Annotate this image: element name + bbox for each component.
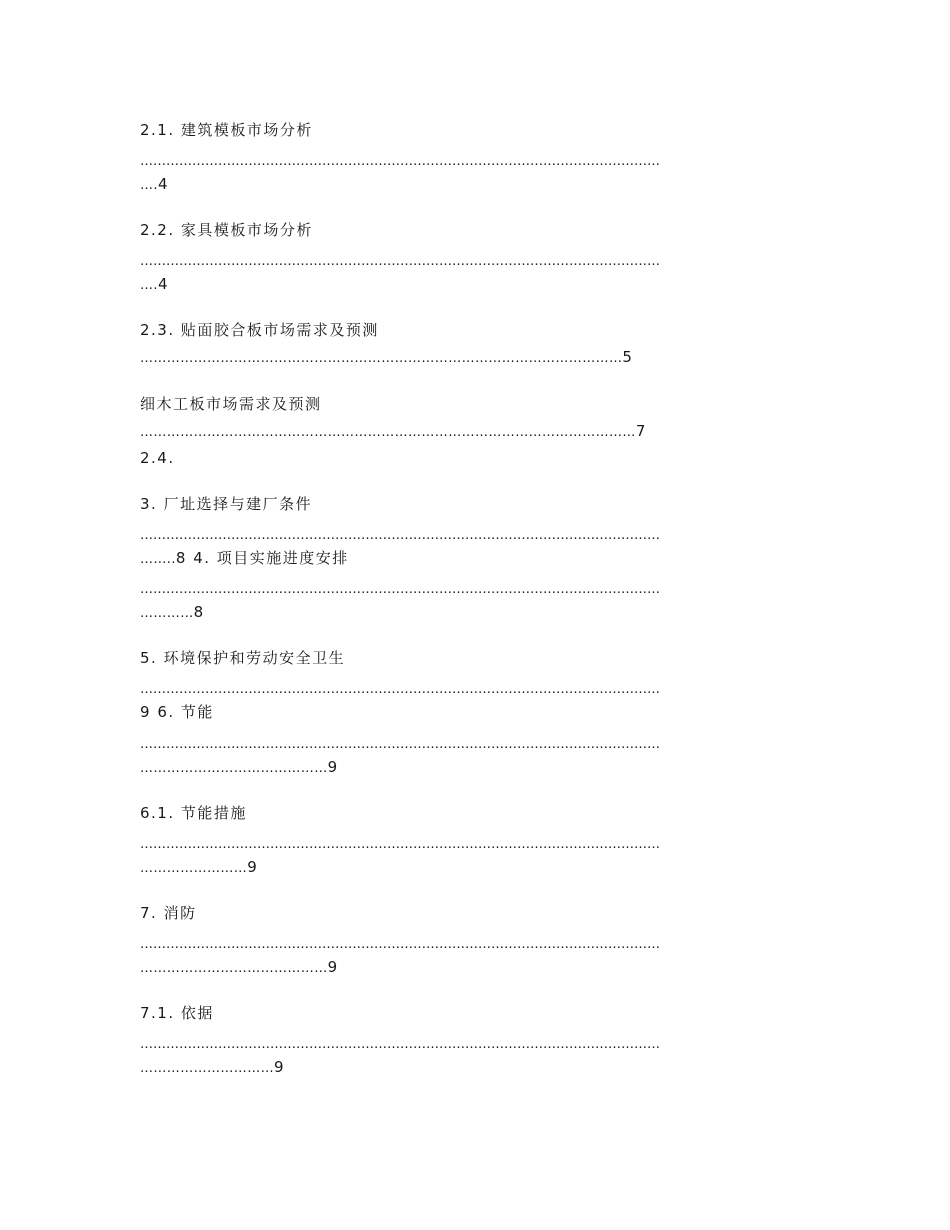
toc-title: 3. 厂址选择与建厂条件 [140,495,313,513]
toc-dots: ………………………………………………………………………………………………………… [140,1037,660,1052]
toc-dots: ………………………………………………………………………………………………………… [140,528,660,543]
toc-dots: ………………………………………………………………………………………………………… [140,582,660,597]
toc-entry-title [140,320,820,340]
toc-leader-line [140,733,820,753]
toc-title: 2.3. 贴面胶合板市场需求及预测 [140,321,379,339]
toc-dots: …………………… [140,861,248,876]
toc-page-line [140,602,820,622]
toc-leader-line [140,1033,820,1053]
toc-dots: …………………………………… [140,761,328,776]
toc-dots: …….. [140,552,176,567]
toc-dots: ………………………… [140,1061,274,1076]
toc-dots: ………………………………………………………………………………………………………… [140,937,660,952]
toc-entry-title [140,220,820,240]
toc-title: 细木工板市场需求及预测 [140,395,322,413]
toc-title: 7.1. 依据 [140,1004,214,1022]
toc-page-number: 8 [175,549,187,567]
toc-page-number: 4 [157,275,169,293]
toc-dots: ………… [140,606,194,621]
toc-dots: …. [140,178,158,193]
toc-leader-line [140,933,820,953]
toc-page-line [140,1057,820,1077]
toc-title: 6.1. 节能措施 [140,804,247,822]
toc-dots: ……………………………………………………………………………………………… [140,351,623,366]
toc-page-line [140,957,820,977]
toc-dots: ………………………………………………………………………………………………………… [140,254,660,269]
toc-title: 5. 环境保护和劳动安全卫生 [140,649,346,667]
toc-dots: ………………………………………………………………………………………………… [140,425,636,440]
toc-entry-title [140,903,820,923]
toc-dots: …………………………………… [140,961,328,976]
toc-dots: ………………………………………………………………………………………………………… [140,154,660,169]
toc-entry-title [140,494,820,514]
toc-leader-line [140,578,820,598]
toc-page-line [140,857,820,877]
toc-page-line [140,274,820,294]
toc-leader-line [140,524,820,544]
toc-title: 4. 项目实施进度安排 [193,549,349,567]
toc-entry-title [140,394,820,414]
toc-page-number: 9 [247,858,259,876]
toc-page-number: 9 [327,758,339,776]
toc-page-number: 9 [327,958,339,976]
toc-page-line [140,347,820,367]
toc-page-line [140,702,820,722]
toc-page-number: 4 [157,175,169,193]
toc-entry-number [140,448,820,468]
toc-number: 2.4. [140,449,175,467]
toc-title: 2.1. 建筑模板市场分析 [140,121,313,139]
toc-page-line [140,548,820,568]
toc-leader-line [140,833,820,853]
toc-entry-title [140,803,820,823]
toc-dots: …. [140,278,158,293]
toc-page-line [140,174,820,194]
toc-entry-title [140,1003,820,1023]
toc-page-number: 8 [193,603,205,621]
toc-dots: ………………………………………………………………………………………………………… [140,837,660,852]
toc-leader-line [140,250,820,270]
toc-entry-title [140,648,820,668]
toc-page-number: 7 [635,422,647,440]
toc-title: 6. 节能 [157,703,214,721]
toc-page-line [140,421,820,441]
toc-entry-title [140,120,820,140]
toc-leader-line [140,678,820,698]
toc-dots: ………………………………………………………………………………………………………… [140,682,660,697]
toc-page-number: 5 [622,348,634,366]
toc-title: 7. 消防 [140,904,197,922]
toc-leader-line [140,150,820,170]
toc-dots: ………………………………………………………………………………………………………… [140,737,660,752]
toc-page-line [140,757,820,777]
toc-page-number: 9 [140,703,152,721]
toc-title: 2.2. 家具模板市场分析 [140,221,313,239]
toc-page-number: 9 [274,1058,286,1076]
